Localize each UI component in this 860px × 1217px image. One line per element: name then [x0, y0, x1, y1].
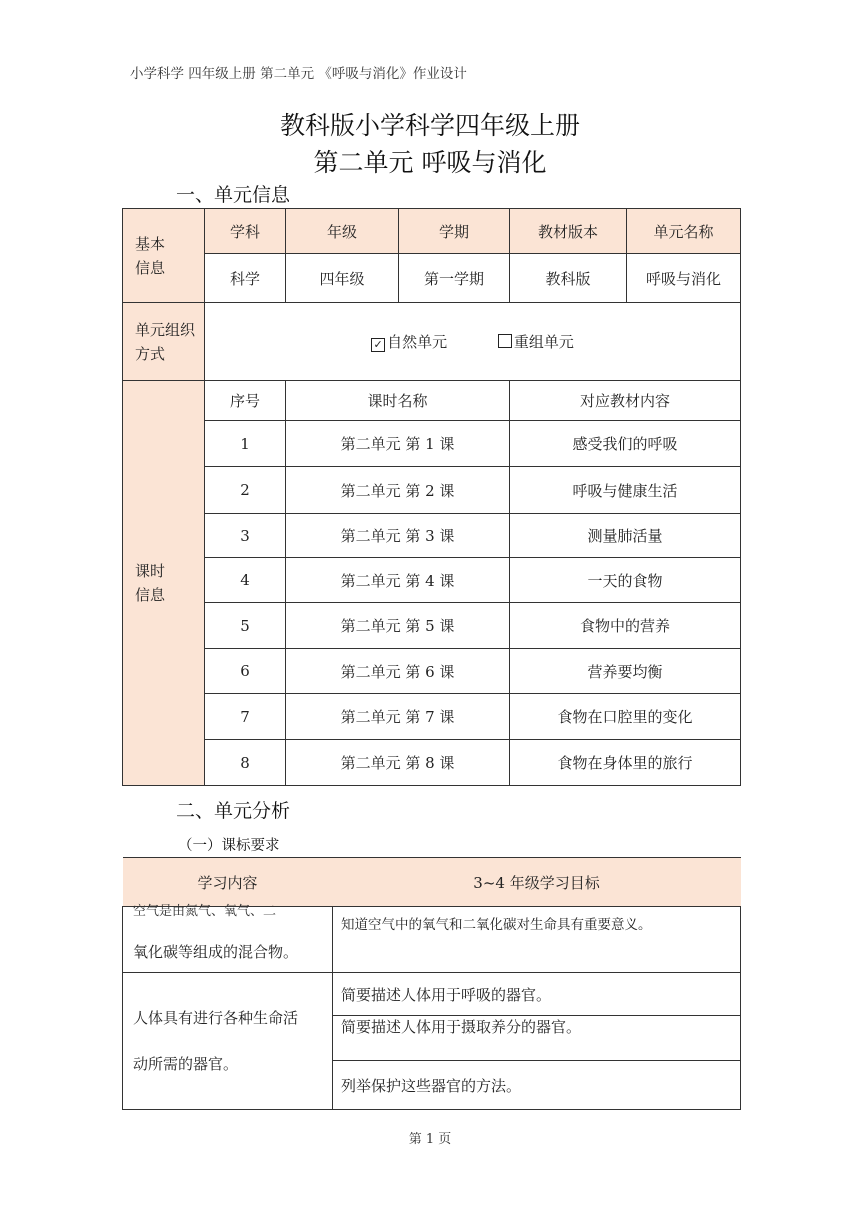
- header-learning-goals: 3~4 年级学习目标: [333, 858, 741, 907]
- lesson-name: 第二单元 第 8 课: [286, 740, 510, 786]
- lesson-name: 第二单元 第 6 课: [286, 649, 510, 694]
- content-text-top: 空气是由氮气、氧气、二: [133, 904, 277, 919]
- lesson-name: 第二单元 第 3 课: [286, 514, 510, 558]
- content-cell-air: [123, 904, 333, 973]
- content-text-bottom: 氧化碳等组成的混合物。: [133, 943, 299, 961]
- lesson-content: 一天的食物: [510, 558, 741, 603]
- header-learning-content: 学习内容: [123, 858, 333, 907]
- lesson-content: 营养要均衡: [510, 649, 741, 694]
- table-row: [123, 514, 741, 558]
- lesson-name: 第二单元 第 1 课: [286, 421, 510, 467]
- checkbox-empty-icon[interactable]: [498, 334, 512, 348]
- lesson-content: 呼吸与健康生活: [510, 467, 741, 514]
- header-grade: 年级: [286, 209, 399, 254]
- header-lesson-name: 课时名称: [286, 381, 510, 421]
- lesson-content: 食物中的营养: [510, 603, 741, 649]
- organization-options: [205, 303, 741, 381]
- goal-breathing-organs: 简要描述人体用于呼吸的器官。: [333, 973, 741, 1016]
- lesson-content: 食物在身体里的旅行: [510, 740, 741, 786]
- lesson-number: 2: [205, 467, 286, 514]
- subsection-heading-standards: （一）课标要求: [178, 838, 280, 854]
- lesson-content: 感受我们的呼吸: [510, 421, 741, 467]
- unit-info-table: [122, 208, 741, 786]
- checkbox-checked-icon[interactable]: ✓: [371, 338, 385, 352]
- section-heading-unit-analysis: 二、单元分析: [176, 800, 291, 822]
- natural-unit-option[interactable]: ✓ 自然单元: [371, 331, 447, 352]
- organization-label: 单元组织方式: [123, 303, 205, 381]
- goal-nutrition-organs: 简要描述人体用于摄取养分的器官。: [333, 1016, 741, 1061]
- goal-protect-organs: 列举保护这些器官的方法。: [333, 1061, 741, 1110]
- section-heading-unit-info: 一、单元信息: [176, 184, 291, 206]
- header-edition: 教材版本: [510, 209, 627, 254]
- lesson-name: 第二单元 第 7 课: [286, 694, 510, 740]
- header-lesson-number: 序号: [205, 381, 286, 421]
- table-row: [123, 421, 741, 467]
- header-subject: 学科: [205, 209, 286, 254]
- table-row: [123, 694, 741, 740]
- document-title: 教科版小学科学四年级上册: [279, 111, 580, 140]
- curriculum-standards-table: [122, 857, 741, 1110]
- lesson-name: 第二单元 第 4 课: [286, 558, 510, 603]
- lesson-number: 6: [205, 649, 286, 694]
- page-header: 小学科学 四年级上册 第二单元 《呼吸与消化》作业设计: [130, 66, 467, 82]
- table-row: [123, 558, 741, 603]
- value-unit-name: 呼吸与消化: [627, 254, 741, 303]
- lesson-name: 第二单元 第 2 课: [286, 467, 510, 514]
- header-term: 学期: [399, 209, 510, 254]
- goal-air: 知道空气中的氧气和二氧化碳对生命具有重要意义。: [333, 907, 741, 973]
- regrouped-unit-option[interactable]: 重组单元: [498, 331, 574, 352]
- page-number: 第 1 页: [408, 1132, 452, 1147]
- lesson-number: 4: [205, 558, 286, 603]
- lesson-number: 5: [205, 603, 286, 649]
- lesson-number: 3: [205, 514, 286, 558]
- table-row: [123, 740, 741, 786]
- header-unit-name: 单元名称: [627, 209, 741, 254]
- lesson-number: 7: [205, 694, 286, 740]
- table-row: [123, 649, 741, 694]
- value-term: 第一学期: [399, 254, 510, 303]
- table-row: [123, 467, 741, 514]
- lesson-content: 食物在口腔里的变化: [510, 694, 741, 740]
- lesson-number: 8: [205, 740, 286, 786]
- lesson-number: 1: [205, 421, 286, 467]
- basic-info-label: 基本信息: [123, 209, 205, 303]
- document-subtitle: 第二单元 呼吸与消化: [313, 148, 547, 177]
- value-subject: 科学: [205, 254, 286, 303]
- lesson-info-label: 课时信息: [123, 381, 205, 786]
- content-text-line2: 动所需的器官。: [133, 1055, 239, 1073]
- content-cell-organs: [123, 973, 333, 1110]
- value-edition: 教科版: [510, 254, 627, 303]
- content-text-line1: 人体具有进行各种生命活: [133, 1009, 299, 1027]
- value-grade: 四年级: [286, 254, 399, 303]
- lesson-content: 测量肺活量: [510, 514, 741, 558]
- header-lesson-content: 对应教材内容: [510, 381, 741, 421]
- lesson-name: 第二单元 第 5 课: [286, 603, 510, 649]
- table-row: [123, 603, 741, 649]
